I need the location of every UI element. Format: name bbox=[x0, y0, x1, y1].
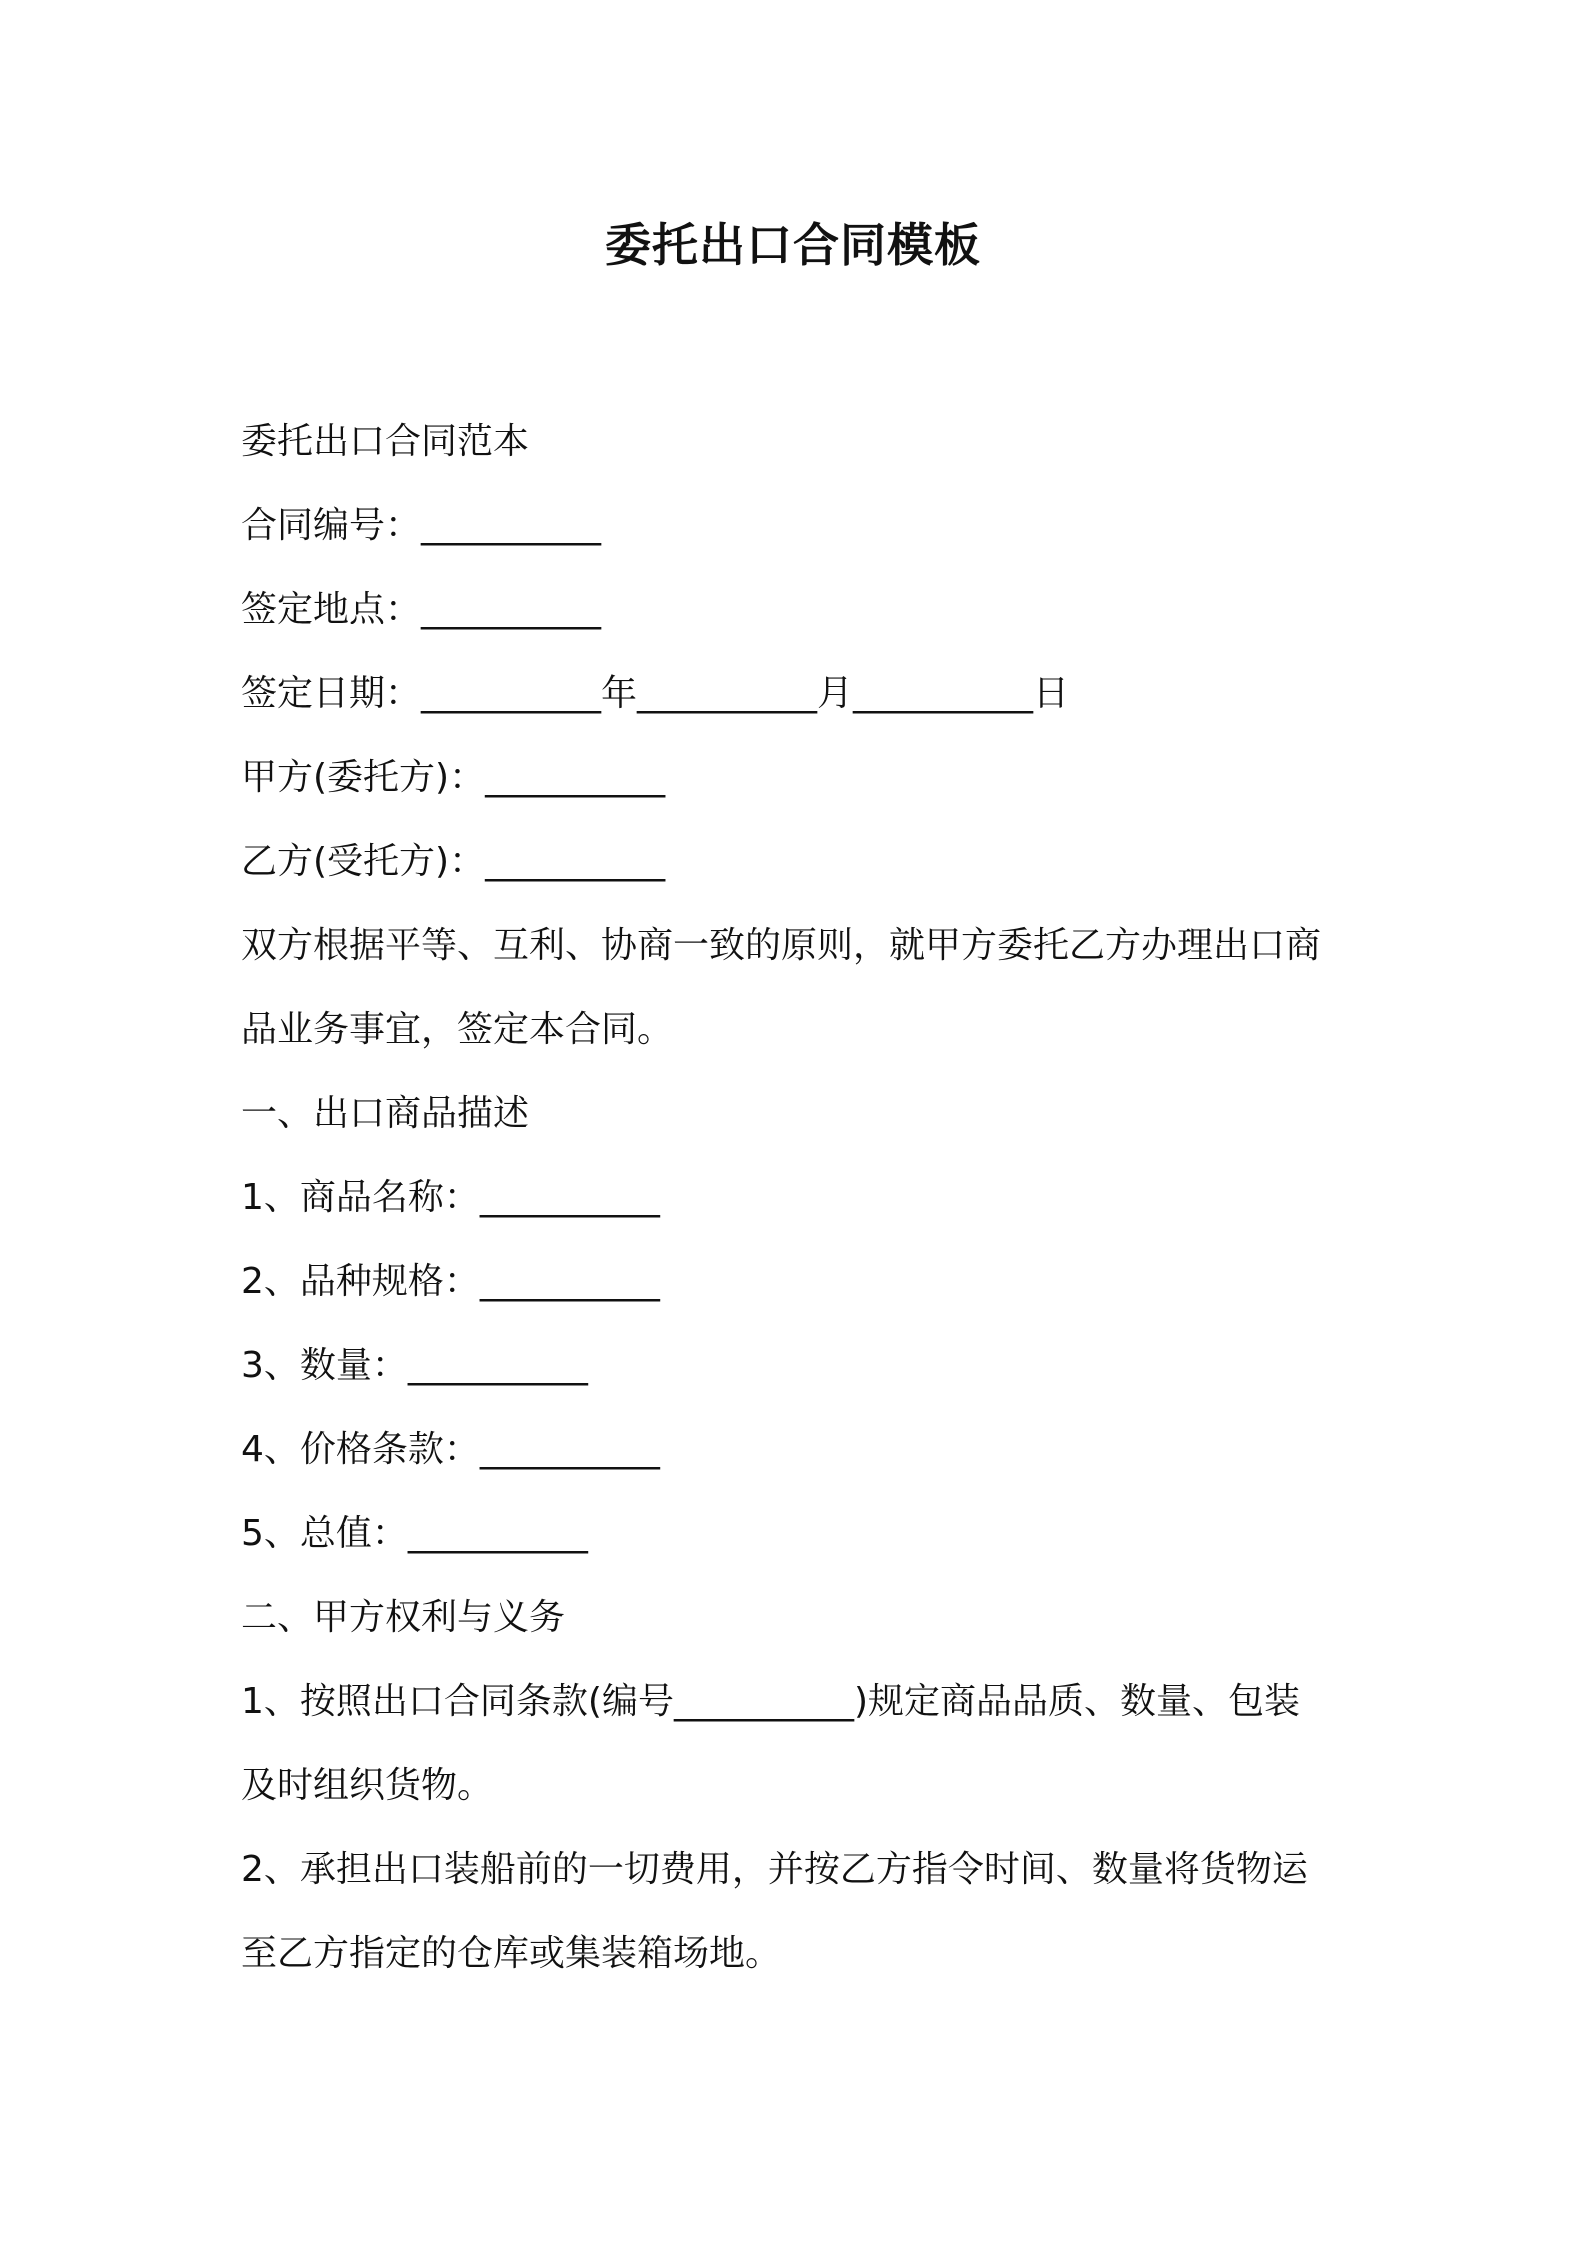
clause-2-1-line-1: 1、按照出口合同条款(编号__________)规定商品品质、数量、包装 bbox=[241, 1681, 1300, 1722]
signing-date-field: 签定日期：__________年__________月__________日 bbox=[241, 673, 1070, 714]
product-name-field: 1、商品名称：__________ bbox=[241, 1177, 660, 1218]
section-heading-2: 二、甲方权利与义务 bbox=[241, 1597, 566, 1638]
party-b-field: 乙方(受托方)：__________ bbox=[241, 841, 666, 882]
preamble-line-2: 品业务事宜，签定本合同。 bbox=[241, 1009, 674, 1050]
signing-place-field: 签定地点：__________ bbox=[241, 589, 602, 630]
clause-2-2-line-1: 2、承担出口装船前的一切费用，并按乙方指令时间、数量将货物运 bbox=[241, 1849, 1308, 1890]
contract-number-field: 合同编号：__________ bbox=[241, 505, 602, 546]
price-terms-field: 4、价格条款：__________ bbox=[241, 1429, 660, 1470]
total-value-field: 5、总值：__________ bbox=[241, 1513, 588, 1554]
template-subtitle: 委托出口合同范本 bbox=[241, 421, 530, 462]
quantity-field: 3、数量：__________ bbox=[241, 1345, 588, 1386]
document-title: 委托出口合同模板 bbox=[605, 218, 981, 272]
preamble-line-1: 双方根据平等、互利、协商一致的原则，就甲方委托乙方办理出口商 bbox=[241, 925, 1322, 966]
product-spec-field: 2、品种规格：__________ bbox=[241, 1261, 660, 1302]
document-body bbox=[241, 400, 1361, 1996]
clause-2-2-line-2: 至乙方指定的仓库或集装箱场地。 bbox=[241, 1933, 782, 1974]
clause-2-1-line-2: 及时组织货物。 bbox=[241, 1765, 494, 1806]
section-heading-1: 一、出口商品描述 bbox=[241, 1093, 530, 1134]
party-a-field: 甲方(委托方)：__________ bbox=[241, 757, 666, 798]
